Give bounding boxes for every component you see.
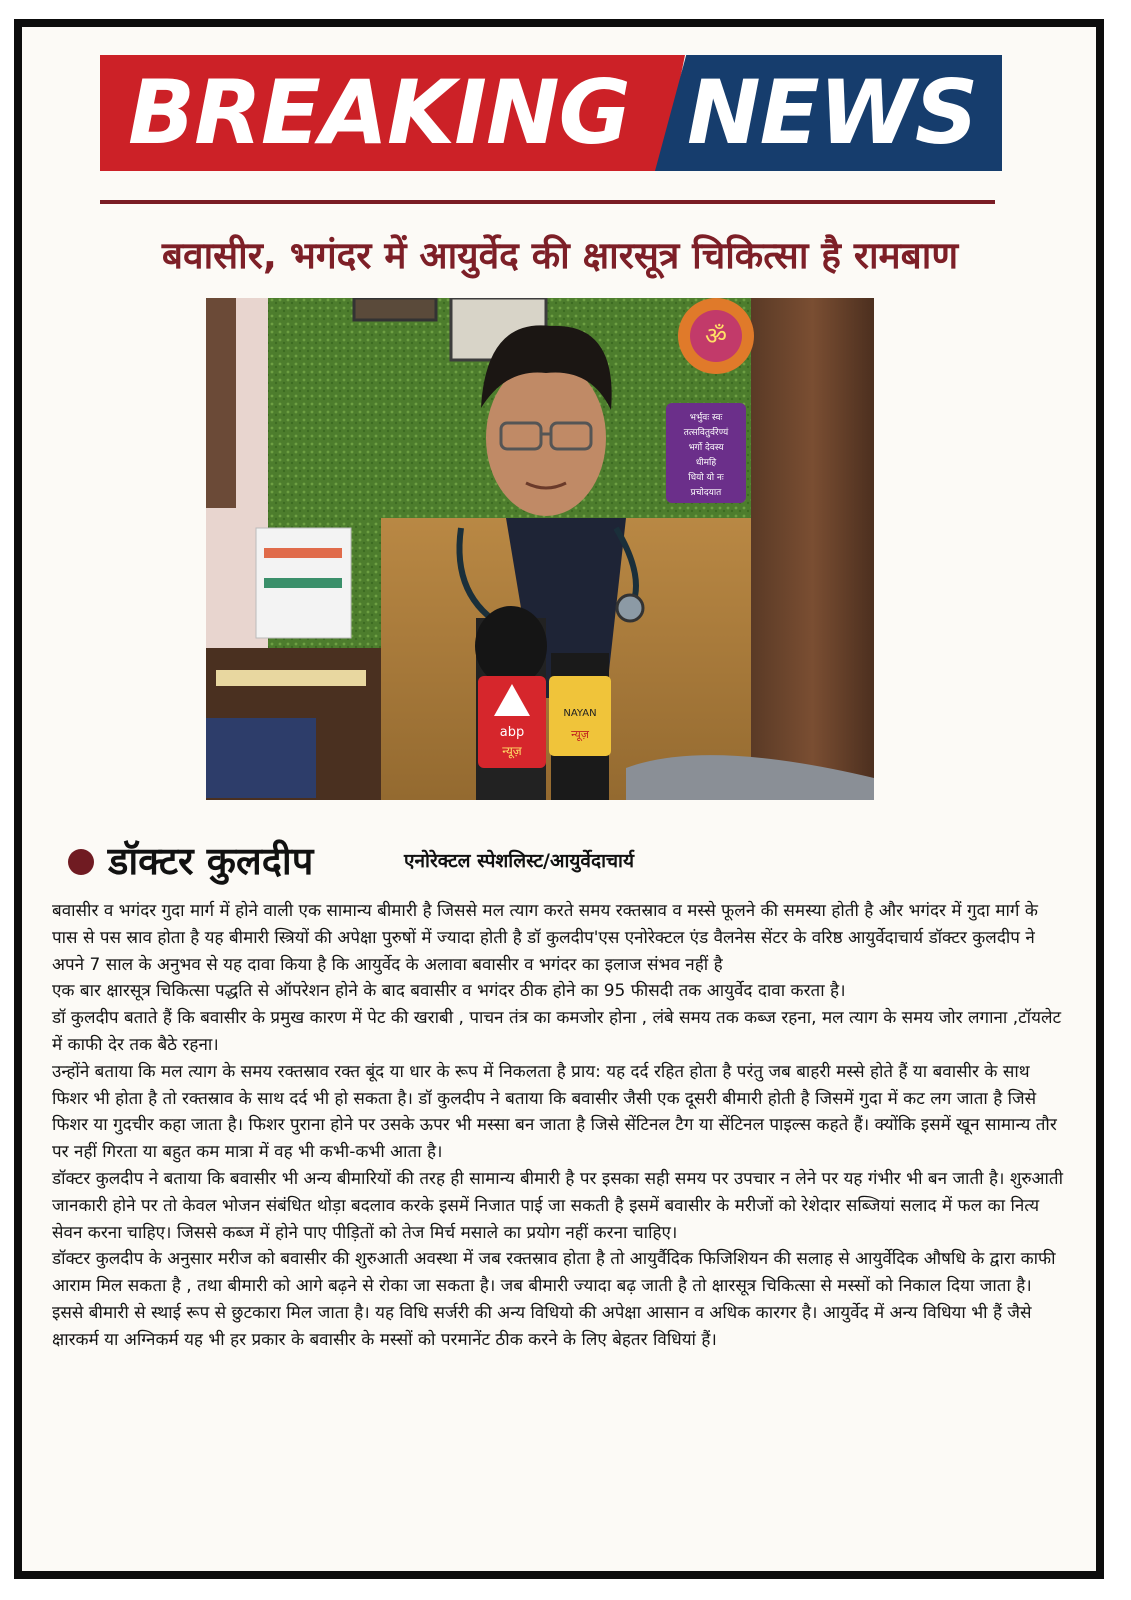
- banner-word-news: NEWS: [687, 61, 978, 164]
- paragraph-6: डॉक्टर कुलदीप के अनुसार मरीज को बवासीर की शुरुआती अवस्था में जब रक्तस्राव होता है तो आयुर्वैदिक फिजिशियन की सलाह से आयुर्वेदिक औषधि के द्वारा काफी आराम मिल सकता है , तथा बीमारी को आगे बढ़ने से रोका जा सकता है। जब बीमारी ज्यादा बढ़ जाती है तो क्षारसूत्र चिकित्सा से मस्सों को निकाल दिया जाता है। इससे बीमारी से स्थाई रूप से छुटकारा मिल जाता है। यह विधि सर्जरी की अन्य विधियो की अपेक्षा आसान व अधिक कारगर है। आयुर्वेद में अन्य विधिया भी हैं जैसे क्षारकर्म या अग्निकर्म यह भी हर प्रकार के बवासीर के मस्सों को परमानेंट ठीक करने के लिए बेहतर विधियां हैं।: [52, 1249, 1056, 1350]
- paragraph-3: डॉ कुलदीप बताते हैं कि बवासीर के प्रमुख कारण में पेट की खराबी , पाचन तंत्र का कमजोर होना , लंबे समय तक कब्ज रहना, मल त्याग के समय जोर लगाना ,टॉयलेट में काफी देर तक बैठे रहना।: [52, 1008, 1062, 1055]
- breaking-news-banner: [100, 55, 1002, 171]
- poster-line-3: भर्गो देवस्य: [688, 443, 724, 453]
- mic1-brand: abp: [499, 725, 525, 740]
- banner-word-breaking: BREAKING: [128, 61, 630, 164]
- poster-line-6: प्रचोदयात: [690, 488, 722, 498]
- poster-line-4: धीमहि: [695, 458, 717, 468]
- headline: बवासीर, भगंदर में आयुर्वेद की क्षारसूत्र चिकित्सा है रामबाण: [161, 234, 959, 277]
- article-body: [52, 898, 1064, 1354]
- poster-line-2: तत्सवितुर्वरेण्यं: [683, 428, 729, 438]
- paragraph-5: डॉक्टर कुलदीप ने बताया कि बवासीर भी अन्य बीमारियों की तरह ही सामान्य बीमारी है पर इसका सही समय पर उपचार न लेने पर यह गंभीर भी बन जाती है। शुरुआती जानकारी होने पर तो केवल भोजन संबंधित थोड़ा बदलाव करके इसमें निजात पाई जा सकती है इसमें बवासीर के मरीजों को रेशेदार सब्जियां सलाद में फल का नित्य सेवन करना चाहिए। जिससे कब्ज में होने पाए पीड़ितों को तेज मिर्च मसाले का प्रयोग नहीं करना चाहिए।: [52, 1168, 1064, 1243]
- doctor-title: एनोरेक्टल स्पेशलिस्ट/आयुर्वेदाचार्य: [404, 850, 635, 872]
- doctor-photo: [206, 298, 874, 800]
- doctor-name: डॉक्टर कुलदीप: [108, 839, 314, 883]
- paragraph-2: एक बार क्षारसूत्र चिकित्सा पद्धति से ऑपरेशन होने के बाद बवासीर व भगंदर ठीक होने का 95 फीसदी तक आयुर्वेद दावा करता है।: [52, 981, 846, 1002]
- headline-divider: [100, 200, 995, 204]
- paragraph-4: उन्होंने बताया कि मल त्याग के समय रक्तस्राव रक्त बूंद या धार के रूप में निकलता है प्राय: यह दर्द रहित होता है परंतु जब बाहरी मस्से होते हैं या बवासीर के साथ फिशर भी होता है तो रक्तस्राव के साथ दर्द भी हो सकता है। डॉ कुलदीप ने बताया कि बवासीर जैसी एक दूसरी बीमारी होती है जिसमें गुदा में कट लग जाता है जिसे फिशर या गुदचीर कहा जाता है। फिशर पुराना होने पर उसके ऊपर भी मस्सा बन जाता है जिसे सेंटिनल टैग या सेंटिनल पाइल्स कहते हैं। क्योंकि इसमें खून सामान्य तौर पर नहीं गिरता या बहुत कम मात्रा में वह भी कभी-कभी आता है।: [52, 1061, 1057, 1163]
- poster-line-1: भर्भुवः स्वः: [689, 413, 723, 423]
- poster-line-5: धियो यो नः: [688, 473, 724, 483]
- mic1-label: न्यूज़: [502, 744, 522, 758]
- mic2-brand: NAYAN: [563, 708, 597, 719]
- om-symbol: ॐ: [705, 322, 727, 350]
- paragraph-1: बवासीर व भगंदर गुदा मार्ग में होने वाली एक सामान्य बीमारी है जिससे मल त्याग करते समय रक्तस्राव व मस्से फूलने की समस्या होती है और भगंदर में गुदा मार्ग के पास से पस स्राव होता है यह बीमारी स्त्रियों की अपेक्षा पुरुषों में ज्यादा होती है डॉ कुलदीप'एस एनोरेक्टल एंड वैलनेस सेंटर के वरिष्ठ आयुर्वेदाचार्य डॉक्टर कुलदीप ने अपने 7 साल के अनुभव से यह दावा किया है कि आयुर्वेद के अलावा बवासीर व भगंदर का इलाज संभव नहीं है: [52, 901, 1038, 975]
- mic2-label: न्यूज़: [571, 728, 589, 741]
- bullet-dot: [68, 849, 94, 875]
